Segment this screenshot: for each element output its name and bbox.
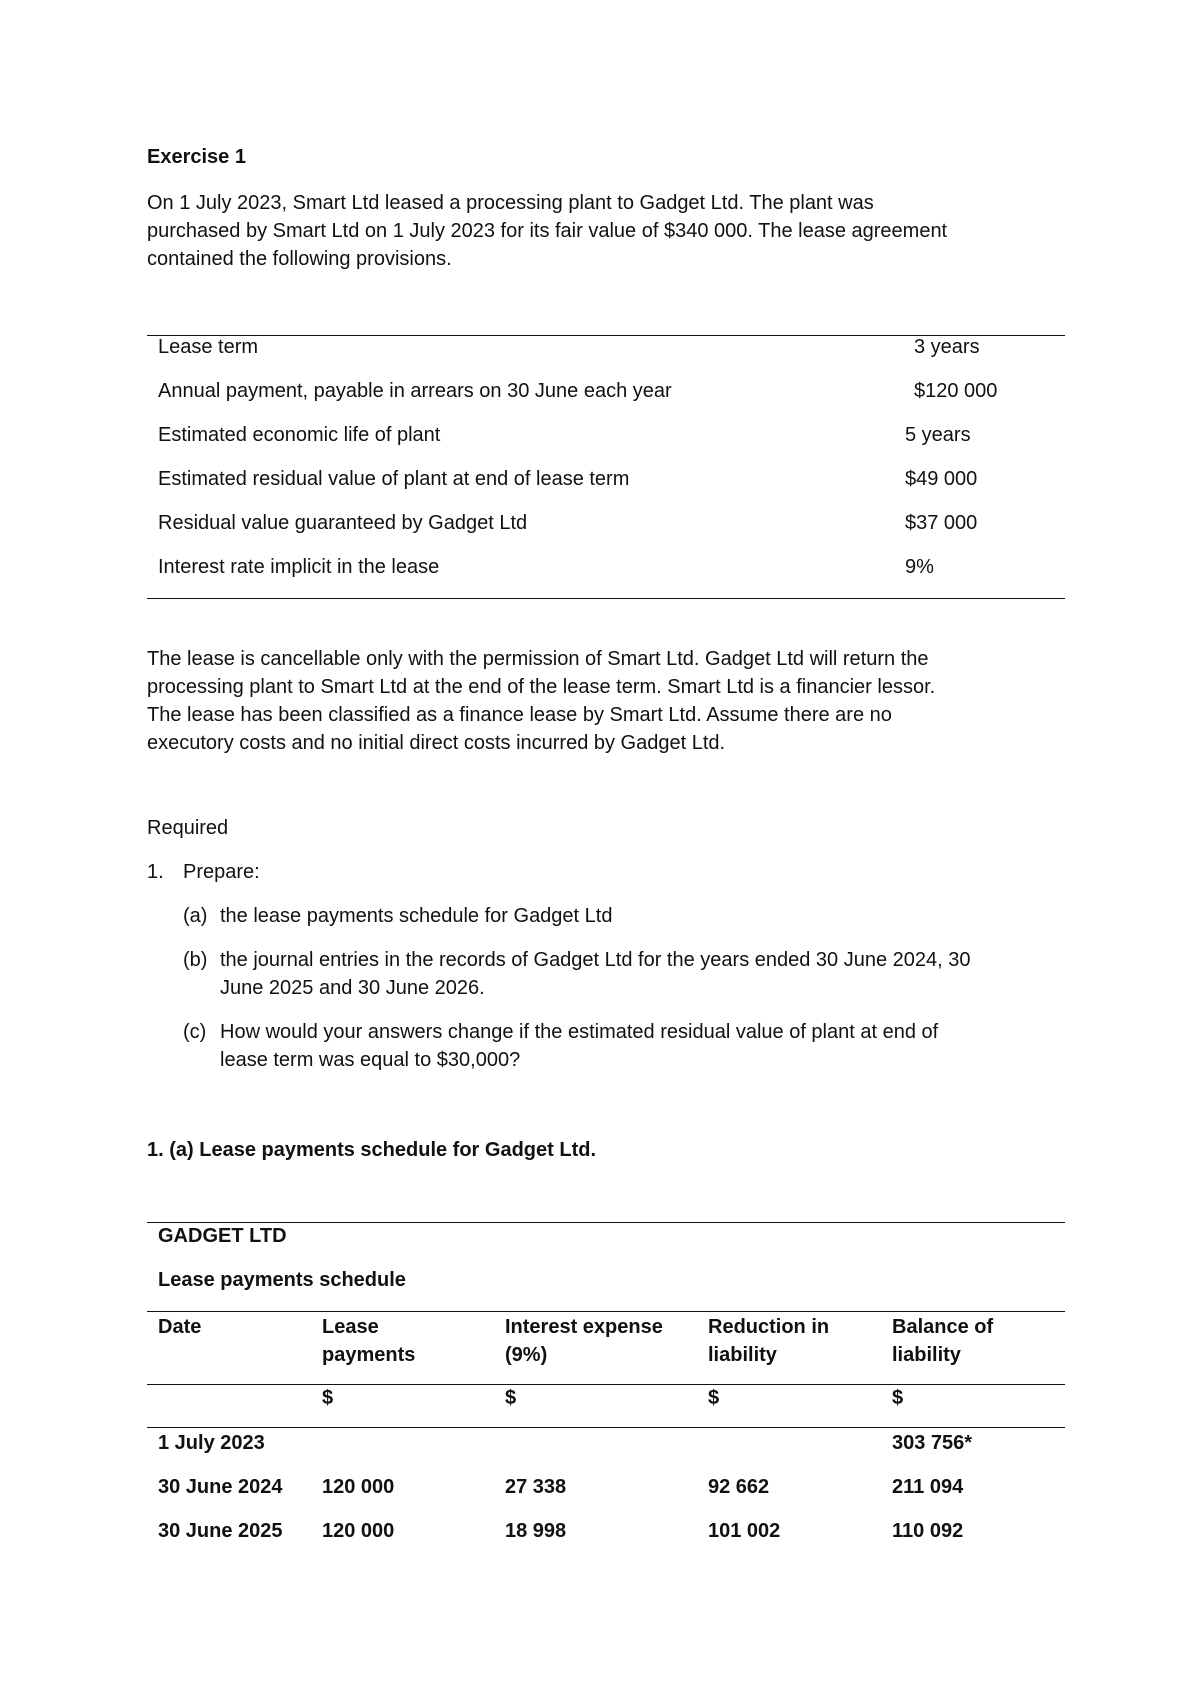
date-cell: 1 July 2023 (158, 1432, 265, 1454)
sub-item-line: the journal entries in the records of Gadget Ltd for the years ended 30 June 2024, 30 (220, 949, 971, 971)
provision-row (158, 468, 1058, 496)
unit-cell: $ (708, 1387, 720, 1409)
conditions-line: The lease is cancellable only with the permission of Smart Ltd. Gadget Ltd will return the (147, 648, 929, 670)
units-row (0, 1384, 1200, 1412)
rows-top-rule (147, 1427, 1065, 1428)
column-header: Lease payments (322, 1316, 416, 1366)
conditions-line: processing plant to Smart Ltd at the end of the lease term. Smart Ltd is a financier lessor. (147, 676, 936, 698)
answer-section-title: 1. (a) Lease payments schedule for Gadget Ltd. (147, 1139, 597, 1161)
intro-line: purchased by Smart Ltd on 1 July 2023 for its fair value of $340 000. The lease agreement (147, 220, 948, 242)
payment-cell: 120 000 (322, 1520, 395, 1542)
sub-item-line: lease term was equal to $30,000? (220, 1049, 521, 1071)
conditions-line: The lease has been classified as a finance lease by Smart Ltd. Assume there are no (147, 704, 892, 726)
provision-label: Estimated economic life of plant (158, 424, 441, 446)
balance-cell: 211 094 (892, 1476, 964, 1498)
header-top-rule (147, 1311, 1065, 1312)
provision-value: 3 years (914, 336, 980, 358)
provision-label: Lease term (158, 336, 259, 358)
reduction-cell: 92 662 (708, 1476, 770, 1498)
unit-cell: $ (505, 1387, 517, 1409)
unit-cell: $ (322, 1387, 334, 1409)
list-number: 1. (147, 861, 164, 883)
provision-row (158, 336, 1058, 364)
provisions-bottom-rule (147, 598, 1065, 599)
provision-value: $120 000 (914, 380, 998, 402)
schedule-title: Lease payments schedule (158, 1269, 406, 1291)
sub-item-line: June 2025 and 30 June 2026. (220, 977, 485, 999)
sub-item-text (220, 902, 1070, 930)
provision-label: Estimated residual value of plant at end of lease term (158, 468, 630, 490)
reduction-cell: 101 002 (708, 1520, 781, 1542)
exercise-title: Exercise 1 (147, 146, 246, 168)
table-row (0, 1429, 1200, 1457)
list-item-text: Prepare: (183, 861, 260, 883)
column-header: Interest expense (9%) (505, 1316, 663, 1366)
provision-value: 9% (905, 556, 934, 578)
required-label: Required (147, 817, 229, 839)
sub-item-text (220, 946, 1070, 1002)
provision-value: $49 000 (905, 468, 978, 490)
provision-value: 5 years (905, 424, 971, 446)
date-cell: 30 June 2024 (158, 1476, 283, 1498)
schedule-header-row (0, 1313, 1200, 1373)
provision-label: Residual value guaranteed by Gadget Ltd (158, 512, 528, 534)
schedule-top-rule (147, 1222, 1065, 1223)
column-header: Reduction in liability (708, 1316, 830, 1366)
sub-item-line: How would your answers change if the estimated residual value of plant at end of (220, 1021, 939, 1043)
column-header: Date (158, 1316, 202, 1338)
unit-cell: $ (892, 1387, 904, 1409)
provision-label: Annual payment, payable in arrears on 30 June each year (158, 380, 672, 402)
interest-cell: 18 998 (505, 1520, 567, 1542)
interest-cell: 27 338 (505, 1476, 567, 1498)
provision-label: Interest rate implicit in the lease (158, 556, 440, 578)
date-cell: 30 June 2025 (158, 1520, 283, 1542)
sub-item-letter: (b) (183, 949, 208, 971)
sub-item-letter: (a) (183, 905, 208, 927)
conditions-line: executory costs and no initial direct costs incurred by Gadget Ltd. (147, 732, 726, 754)
provision-row (158, 424, 1058, 452)
table-row (0, 1517, 1200, 1545)
provision-row (158, 556, 1058, 584)
intro-paragraph (147, 189, 1067, 273)
column-header: Balance of liability (892, 1316, 994, 1366)
balance-cell: 303 756* (892, 1432, 973, 1454)
provision-value: $37 000 (905, 512, 978, 534)
conditions-paragraph (147, 645, 1067, 757)
sub-item-letter: (c) (183, 1021, 207, 1043)
payment-cell: 120 000 (322, 1476, 395, 1498)
table-row (0, 1473, 1200, 1501)
intro-line: contained the following provisions. (147, 248, 452, 270)
company-name: GADGET LTD (158, 1225, 287, 1247)
sub-item-text (220, 1018, 1070, 1074)
sub-item-line: the lease payments schedule for Gadget Ltd (220, 905, 613, 927)
intro-line: On 1 July 2023, Smart Ltd leased a processing plant to Gadget Ltd. The plant was (147, 192, 874, 214)
balance-cell: 110 092 (892, 1520, 964, 1542)
provision-row (158, 512, 1058, 540)
provision-row (158, 380, 1058, 408)
